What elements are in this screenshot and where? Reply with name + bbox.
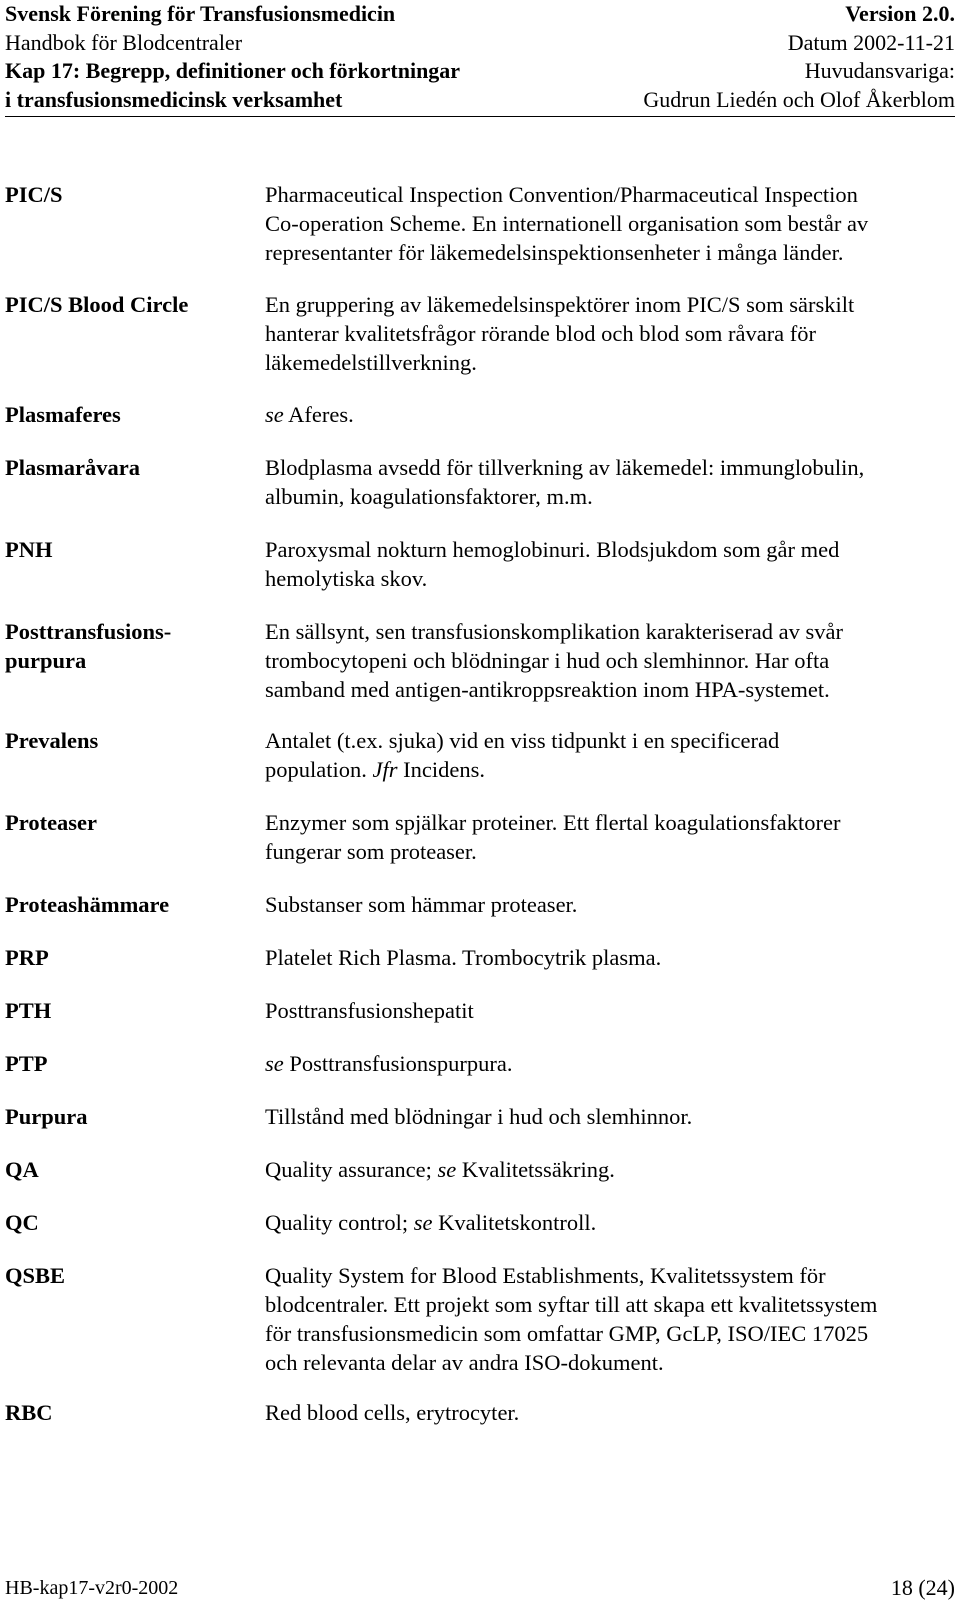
definition-line: Quality System for Blood Establishments, Kvalitetssystem för	[265, 1263, 826, 1288]
reference-term: Kvalitetssäkring.	[456, 1157, 615, 1182]
glossary-definition	[265, 290, 955, 377]
definition-line: Posttransfusionshepatit	[265, 998, 474, 1023]
glossary-term: Plasmaråvara	[5, 455, 140, 480]
glossary-definition	[265, 996, 955, 1025]
definition-line: Tillstånd med blödningar i hud och slemhinnor.	[265, 1104, 693, 1129]
handbook-title: Handbok för Blodcentraler	[5, 29, 243, 55]
glossary-term: PTH	[5, 998, 52, 1023]
definition-line: albumin, koagulationsfaktorer, m.m.	[265, 484, 593, 509]
glossary-term: Purpura	[5, 1104, 88, 1129]
definition-text: population.	[265, 757, 373, 782]
definition-line: och relevanta delar av andra ISO-dokument.	[265, 1350, 664, 1375]
header-row-4	[5, 86, 955, 115]
header-row-3	[5, 57, 955, 86]
glossary-term: Proteaser	[5, 810, 98, 835]
definition-line	[265, 400, 955, 429]
page-footer	[5, 1576, 955, 1600]
glossary-term: PIC/S	[5, 182, 63, 207]
glossary-definition	[265, 1155, 955, 1184]
definition-line: hanterar kvalitetsfrågor rörande blod och blod som råvara för	[265, 321, 817, 346]
definition-text: Quality assurance;	[265, 1157, 438, 1182]
glossary-definition	[265, 808, 955, 866]
glossary-term: PNH	[5, 537, 53, 562]
definition-line: En sällsynt, sen transfusionskomplikation karakteriserad av svår	[265, 619, 843, 644]
compare-reference: Jfr	[372, 757, 398, 782]
org-name: Svensk Förening för Transfusionsmedicin	[5, 1, 396, 26]
glossary-definition	[265, 180, 955, 267]
definition-line: Co-operation Scheme. En internationell organisation som består av	[265, 211, 869, 236]
definition-line	[265, 1208, 955, 1237]
definition-line: blodcentraler. Ett projekt som syftar till att skapa ett kvalitetssystem	[265, 1292, 878, 1317]
glossary-term: QSBE	[5, 1263, 66, 1288]
reference-term: Posttransfusionspurpura.	[289, 1051, 513, 1076]
responsible-label: Huvudansvariga:	[804, 58, 955, 83]
glossary-definition	[265, 1208, 955, 1237]
glossary-definition	[265, 726, 955, 784]
glossary-definition	[265, 943, 955, 972]
definition-text: Quality control;	[265, 1210, 414, 1235]
chapter-subtitle: i transfusionsmedicinsk verksamhet	[5, 86, 343, 112]
document-id: HB-kap17-v2r0-2002	[5, 1577, 179, 1599]
definition-line: Substanser som hämmar proteaser.	[265, 892, 578, 917]
glossary-term: Proteashämmare	[5, 892, 170, 917]
glossary-definition	[265, 535, 955, 593]
definition-line: för transfusionsmedicin som omfattar GMP, GcLP, ISO/IEC 17025	[265, 1321, 869, 1346]
glossary-term: QA	[5, 1157, 39, 1182]
term-line: Posttransfusions-	[5, 619, 172, 644]
see-reference: se	[265, 402, 284, 427]
glossary-term: PIC/S Blood Circle	[5, 292, 189, 317]
reference-term: Aferes.	[288, 402, 354, 427]
chapter-title: Kap 17: Begrepp, definitioner och förkortningar	[5, 58, 461, 83]
glossary-definition	[265, 617, 955, 704]
glossary-definition	[265, 453, 955, 511]
definition-line	[265, 1155, 955, 1184]
version-label: Version 2.0.	[845, 1, 955, 26]
definition-line	[265, 1049, 955, 1078]
definition-line: hemolytiska skov.	[265, 566, 428, 591]
glossary-term	[5, 617, 255, 675]
definition-line: trombocytopeni och blödningar i hud och slemhinnor. Har ofta	[265, 648, 830, 673]
glossary-term: RBC	[5, 1400, 53, 1425]
definition-line: En gruppering av läkemedelsinspektörer inom PIC/S som särskilt	[265, 292, 855, 317]
header-row-1	[5, 0, 955, 29]
definition-line: Blodplasma avsedd för tillverkning av läkemedel: immunglobulin,	[265, 455, 865, 480]
glossary-definition	[265, 1261, 955, 1377]
reference-term: Kvalitetskontroll.	[432, 1210, 597, 1235]
glossary-definition	[265, 1102, 955, 1131]
glossary-term: Plasmaferes	[5, 402, 121, 427]
glossary-term: QC	[5, 1210, 39, 1235]
definition-line: Antalet (t.ex. sjuka) vid en viss tidpunkt i en specificerad	[265, 728, 780, 753]
responsible-names: Gudrun Liedén och Olof Åkerblom	[643, 86, 955, 112]
definition-line: samband med antigen-antikroppsreaktion inom HPA-systemet.	[265, 677, 830, 702]
definition-line: Paroxysmal nokturn hemoglobinuri. Blodsjukdom som går med	[265, 537, 840, 562]
term-line: purpura	[5, 648, 87, 673]
glossary-term: PRP	[5, 945, 49, 970]
definition-line: Pharmaceutical Inspection Convention/Pharmaceutical Inspection	[265, 182, 858, 207]
see-reference: se	[437, 1157, 457, 1182]
reference-term: Incidens.	[397, 757, 485, 782]
see-reference: se	[265, 1051, 284, 1076]
definition-line	[265, 755, 955, 784]
glossary-definition	[265, 890, 955, 919]
definition-line: representanter för läkemedelsinspektionsenheter i många länder.	[265, 240, 844, 265]
glossary-definition	[265, 1049, 955, 1078]
glossary-term: Prevalens	[5, 728, 99, 753]
definition-line: Platelet Rich Plasma. Trombocytrik plasma.	[265, 945, 662, 970]
date-label: Datum 2002-11-21	[787, 29, 955, 55]
see-reference: se	[413, 1210, 433, 1235]
glossary-definition	[265, 400, 955, 429]
definition-line: fungerar som proteaser.	[265, 839, 477, 864]
header-row-2	[5, 29, 955, 58]
definition-line: läkemedelstillverkning.	[265, 350, 477, 375]
definition-line: Red blood cells, erytrocyter.	[265, 1400, 520, 1425]
page-number: 18 (24)	[890, 1575, 955, 1600]
glossary-term: PTP	[5, 1051, 48, 1076]
page-header	[5, 0, 955, 117]
definition-line: Enzymer som spjälkar proteiner. Ett flertal koagulationsfaktorer	[265, 810, 841, 835]
glossary-definition	[265, 1398, 955, 1427]
